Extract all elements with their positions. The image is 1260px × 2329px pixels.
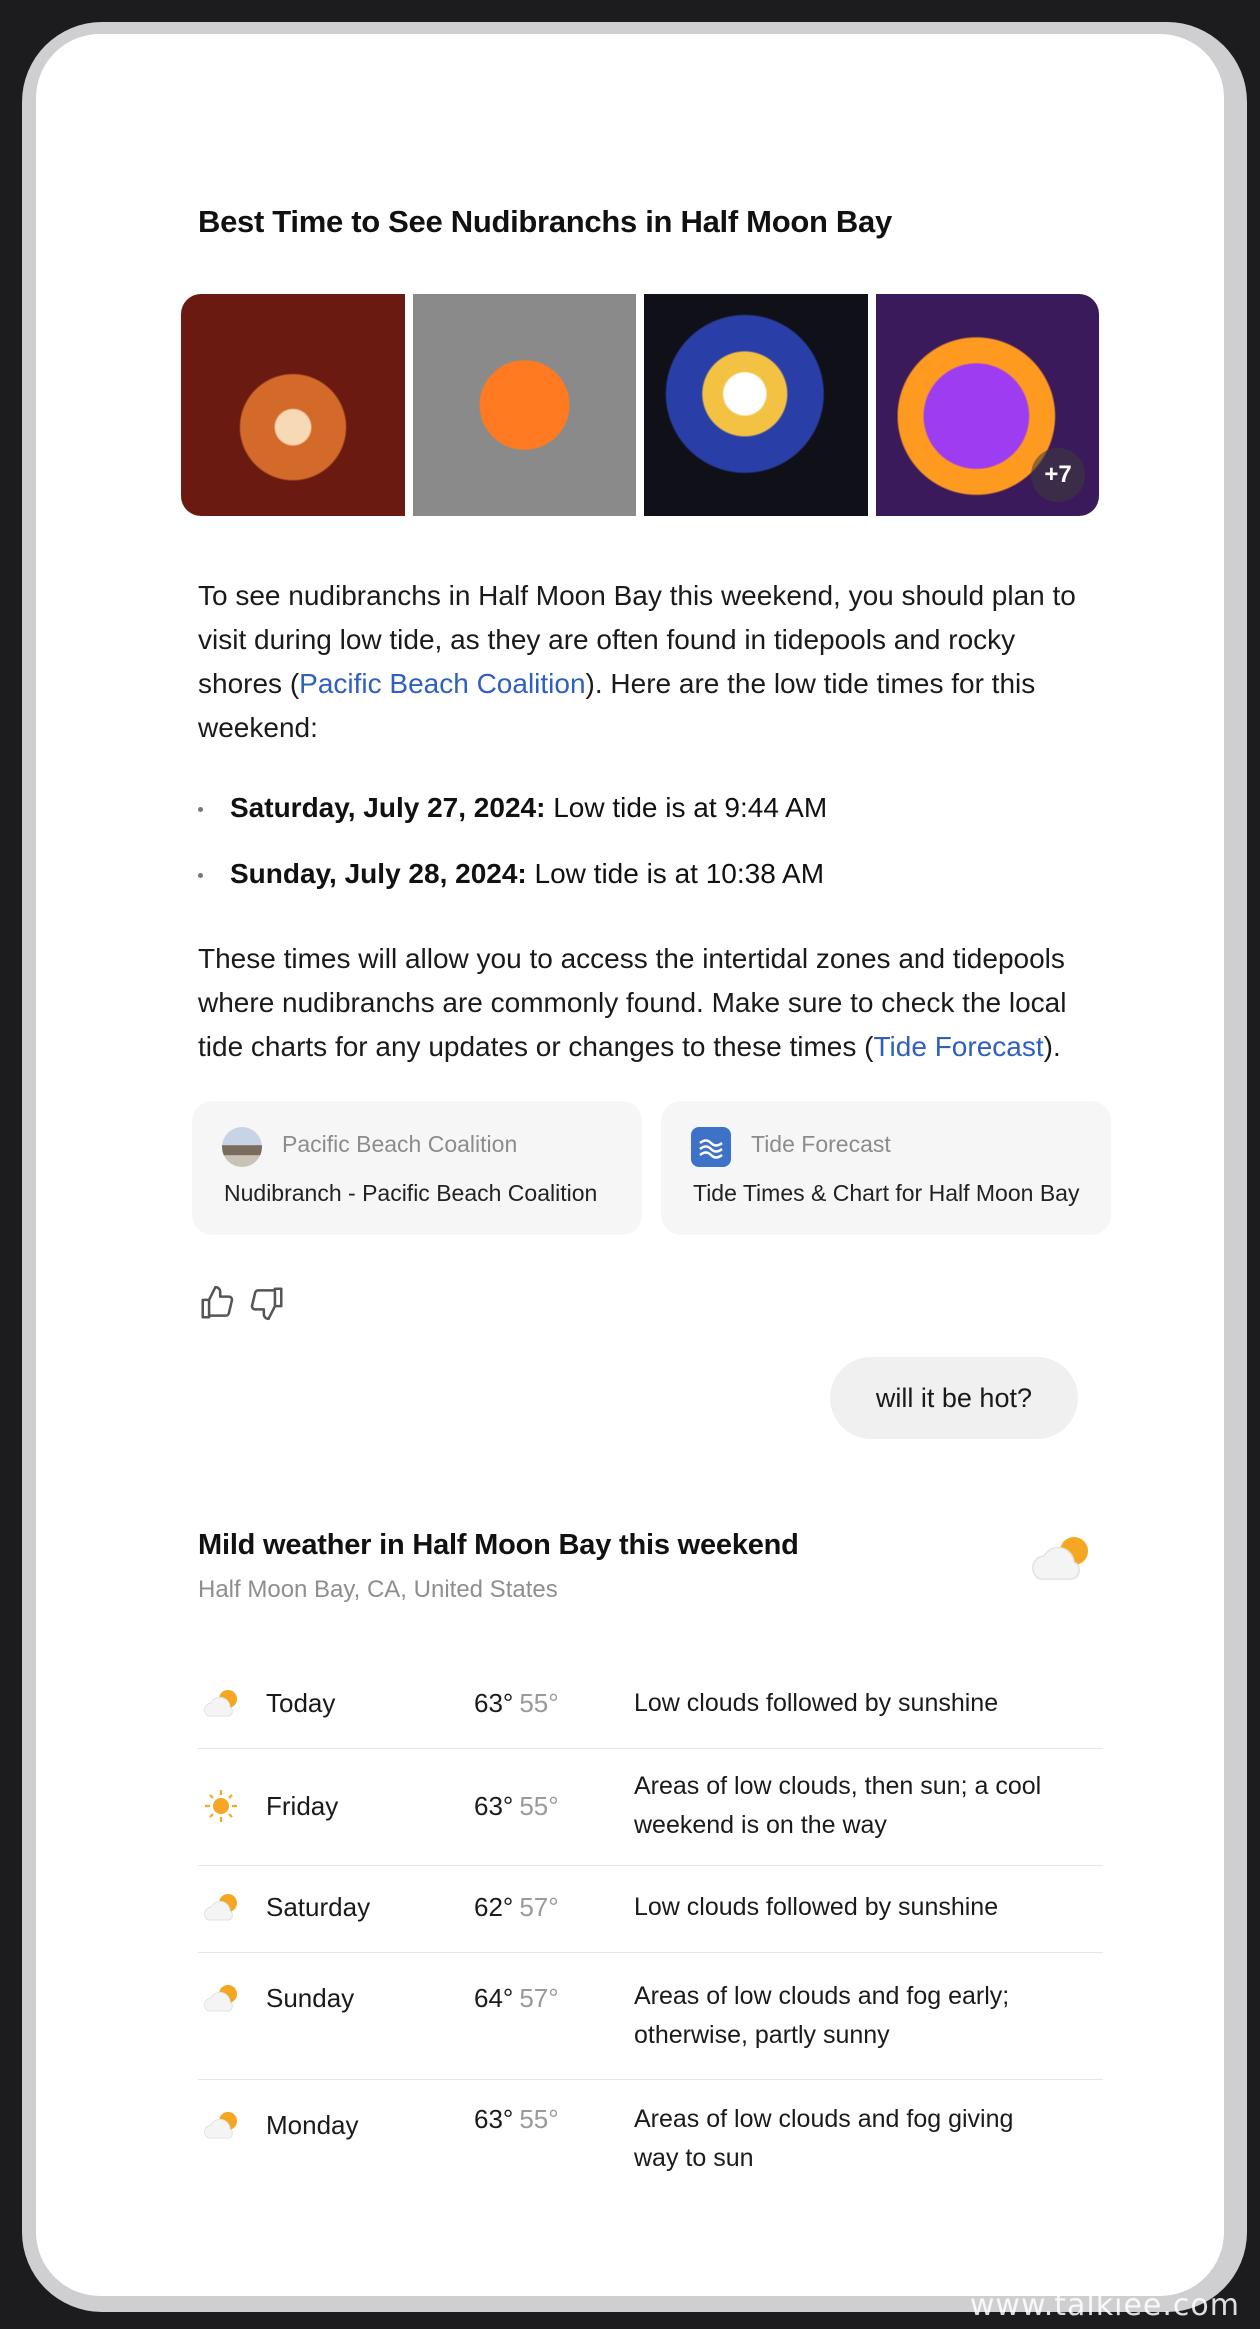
partly-cloudy-icon xyxy=(200,1890,242,1924)
forecast-day: Saturday xyxy=(266,1892,371,1922)
high-temp: 63° xyxy=(474,1791,514,1821)
table-row xyxy=(198,1866,1103,1953)
source-card-tide-forecast[interactable] xyxy=(661,1101,1111,1235)
wave-favicon-icon xyxy=(691,1127,731,1167)
forecast-description: Areas of low clouds, then sun; a cool weekend is on the way xyxy=(634,1772,1042,1839)
tide-date: Sunday, July 28, 2024: xyxy=(230,858,527,889)
high-temp: 63° xyxy=(474,1688,514,1718)
low-temp: 57° xyxy=(519,1892,559,1922)
tide-time: Low tide is at 9:44 AM xyxy=(545,792,828,823)
high-temp: 62° xyxy=(474,1892,514,1922)
low-temp: 55° xyxy=(519,1791,559,1821)
tide-list xyxy=(198,786,1098,918)
more-images-badge[interactable]: +7 xyxy=(1031,448,1085,502)
source-title: Tide Times & Chart for Half Moon Bay xyxy=(693,1180,1080,1206)
forecast-temps xyxy=(474,1688,559,1719)
weather-title: Mild weather in Half Moon Bay this weekend xyxy=(198,1529,799,1561)
partly-cloudy-icon xyxy=(200,2108,242,2142)
intro-text: To see nudibranchs in Half Moon Bay this weekend, you should plan to visit during low tide, as they are often found in tidepools and rocky shores ( xyxy=(198,580,1076,699)
intro-text-end: ). Here are the low tide times for this weekend: xyxy=(198,668,1036,743)
table-row xyxy=(198,1662,1103,1749)
user-message-bubble: will it be hot? xyxy=(830,1357,1078,1439)
forecast-temps xyxy=(474,1892,559,1923)
forecast-description: Areas of low clouds and fog early; otherwise, partly sunny xyxy=(634,1982,1010,2049)
tide-time: Low tide is at 10:38 AM xyxy=(526,858,825,889)
site-favicon-icon xyxy=(222,1127,262,1167)
list-item xyxy=(198,786,1098,830)
thumbs-up-icon[interactable] xyxy=(198,1284,236,1322)
high-temp: 64° xyxy=(474,1983,514,2013)
table-row xyxy=(198,2080,1103,2200)
forecast-description: Low clouds followed by sunshine xyxy=(634,1893,999,1921)
tide-date: Saturday, July 27, 2024: xyxy=(230,792,546,823)
partly-cloudy-icon xyxy=(200,1686,242,1720)
forecast-temps xyxy=(474,2104,559,2135)
phone-screen xyxy=(36,34,1224,2296)
intro-paragraph xyxy=(198,574,1098,750)
source-title: Nudibranch - Pacific Beach Coalition xyxy=(224,1180,598,1206)
source-card-pacific-beach-coalition[interactable] xyxy=(192,1101,642,1235)
forecast-temps xyxy=(474,1983,559,2014)
source-site-name: Pacific Beach Coalition xyxy=(282,1131,518,1157)
weather-location: Half Moon Bay, CA, United States xyxy=(198,1576,558,1603)
table-row xyxy=(198,1749,1103,1866)
source-link-tide-forecast[interactable]: Tide Forecast xyxy=(873,1031,1044,1062)
sunny-icon xyxy=(200,1789,242,1823)
gallery-image[interactable] xyxy=(876,294,1100,516)
followup-text: These times will allow you to access the intertidal zones and tidepools where nudibranchs are commonly found. Make sure to check the local tide charts for any updates or changes to these times ( xyxy=(198,943,1067,1062)
forecast-day: Today xyxy=(266,1688,336,1718)
watermark: www.talkiee.com xyxy=(969,2288,1240,2323)
partly-cloudy-icon xyxy=(200,1981,242,2015)
table-row xyxy=(198,1953,1103,2080)
thumbs-down-icon[interactable] xyxy=(248,1284,286,1322)
image-gallery[interactable] xyxy=(181,294,1099,516)
source-site-name: Tide Forecast xyxy=(751,1131,891,1157)
answer-heading: Best Time to See Nudibranchs in Half Moon Bay xyxy=(198,204,892,239)
forecast-day: Sunday xyxy=(266,1983,355,2013)
low-temp: 57° xyxy=(519,1983,559,2013)
forecast-day: Monday xyxy=(266,2110,359,2140)
gallery-image[interactable] xyxy=(181,294,405,516)
followup-paragraph xyxy=(198,937,1098,1069)
gallery-image[interactable] xyxy=(644,294,868,516)
weather-forecast-table xyxy=(198,1662,1103,2200)
low-temp: 55° xyxy=(519,1688,559,1718)
low-temp: 55° xyxy=(519,2104,559,2134)
followup-text-end: ). xyxy=(1043,1031,1061,1062)
forecast-description: Areas of low clouds and fog giving way to sun xyxy=(634,2105,1014,2172)
gallery-image[interactable] xyxy=(413,294,637,516)
partly-cloudy-icon xyxy=(1026,1529,1096,1589)
forecast-description: Low clouds followed by sunshine xyxy=(634,1689,999,1717)
source-link-pacific-beach-coalition[interactable]: Pacific Beach Coalition xyxy=(299,668,586,699)
forecast-temps xyxy=(474,1791,559,1822)
forecast-day: Friday xyxy=(266,1791,339,1821)
high-temp: 63° xyxy=(474,2104,514,2134)
list-item xyxy=(198,852,1098,896)
